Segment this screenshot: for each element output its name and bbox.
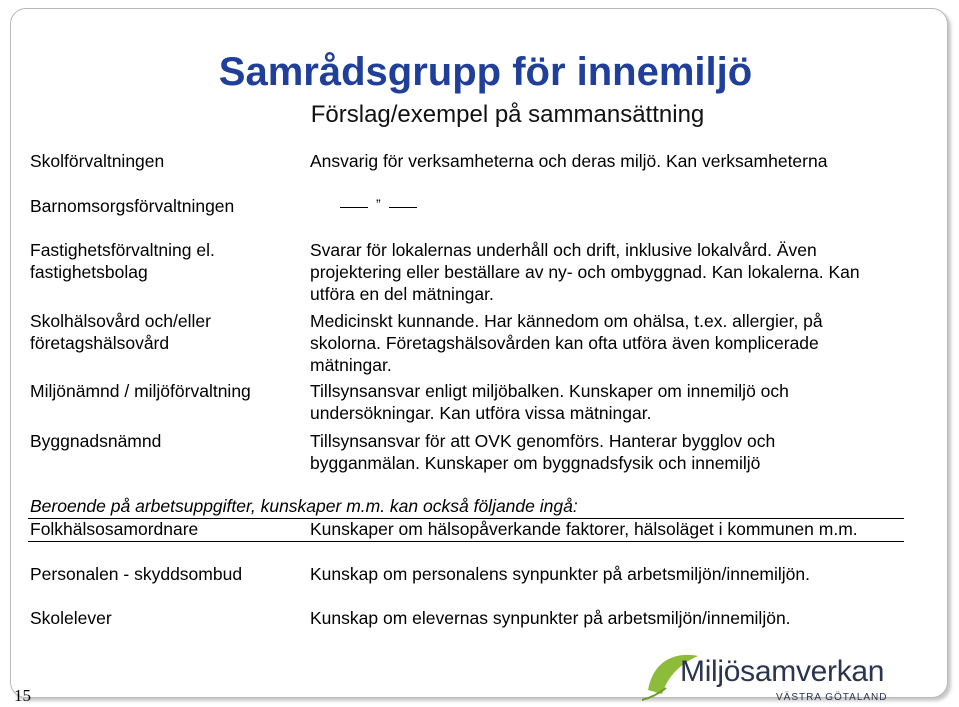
optional-members-note: Beroende på arbetsuppgifter, kunskaper m.m. kan också följande ingå: bbox=[30, 496, 578, 516]
role-students: Skolelever bbox=[30, 608, 112, 628]
slide-subtitle: Förslag/exempel på sammansättning bbox=[310, 101, 705, 128]
role-description-property: Svarar för lokalernas underhåll och drift, inklusive lokalvård. Även projektering eller beställare av ny- och ombyggnad. Kan lokalerna. Kan utföra en del mätningar. bbox=[310, 240, 860, 304]
role-description-public-health: Kunskaper om hälsopåverkande faktorer, hälsoläget i kommunen m.m. bbox=[310, 519, 858, 539]
role-description-environment: Tillsynsansvar enligt miljöbalken. Kunskaper om innemiljö och undersökningar. Kan utföra vissa mätningar. bbox=[310, 381, 789, 423]
role-description-students: Kunskap om elevernas synpunkter på arbetsmiljön/innemiljön. bbox=[310, 608, 791, 628]
slide-title: Samrådsgrupp för innemiljö bbox=[218, 50, 753, 94]
ditto-mark: ” bbox=[340, 196, 417, 217]
role-environment-board: Miljönämnd / miljöförvaltning bbox=[30, 381, 251, 401]
logo-subtitle: VÄSTRA GÖTALAND bbox=[776, 692, 888, 703]
role-building-board: Byggnadsnämnd bbox=[30, 431, 162, 451]
role-childcare-administration: Barnomsorgsförvaltningen bbox=[30, 196, 235, 216]
role-property-management: Fastighetsförvaltning el. fastighetsbolag bbox=[30, 240, 215, 282]
role-description-school: Ansvarig för verksamheterna och deras miljö. Kan verksamheterna bbox=[310, 151, 828, 171]
divider bbox=[28, 541, 904, 542]
role-school-administration: Skolförvaltningen bbox=[30, 151, 165, 171]
page-number: 15 bbox=[14, 686, 31, 705]
logo-wordmark: Miljösamverkan bbox=[680, 655, 885, 688]
role-school-health: Skolhälsovård och/eller företagshälsovård bbox=[30, 311, 211, 353]
role-staff-safety-rep: Personalen - skyddsombud bbox=[30, 564, 243, 584]
role-description-health: Medicinskt kunnande. Har kännedom om ohälsa, t.ex. allergier, på skolorna. Företagshälsovården kan ofta utföra även komplicerade mätningar. bbox=[310, 311, 823, 375]
role-description-building: Tillsynsansvar för att OVK genomförs. Hanterar bygglov och bygganmälan. Kunskaper om byggnadsfysik och innemiljö bbox=[310, 431, 776, 473]
role-description-staff: Kunskap om personalens synpunkter på arbetsmiljön/innemiljön. bbox=[310, 564, 810, 584]
role-public-health: Folkhälsosamordnare bbox=[30, 519, 199, 539]
